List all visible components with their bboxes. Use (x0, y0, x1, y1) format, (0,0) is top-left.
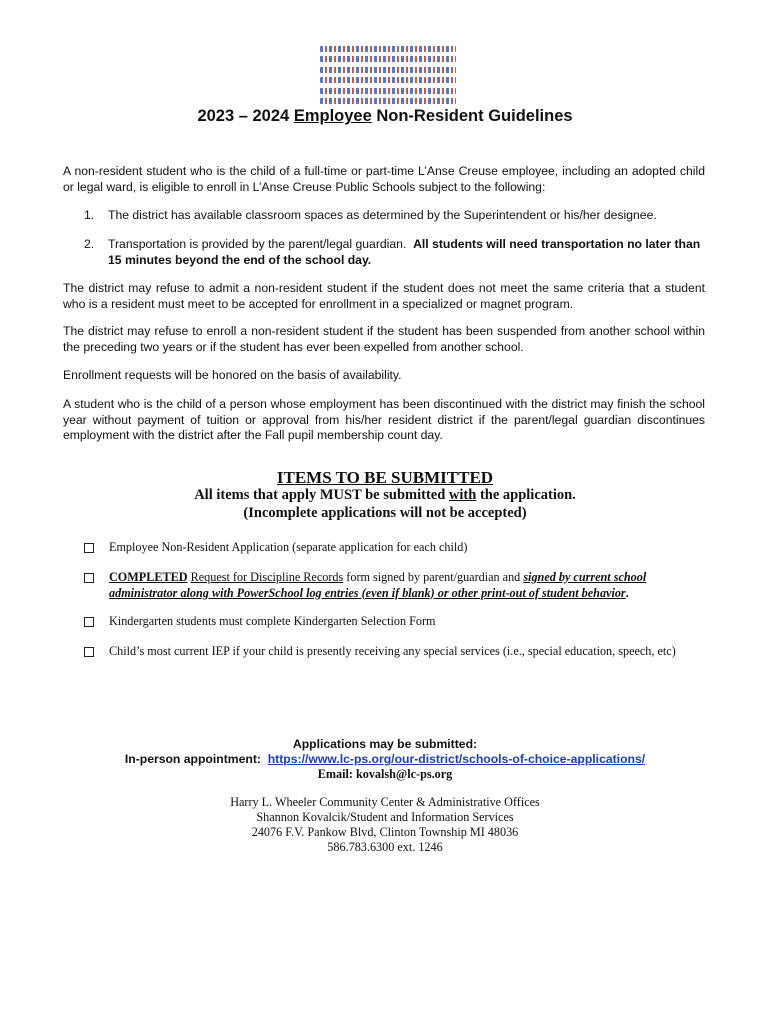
paragraph-magnet: The district may refuse to admit a non-resident student if the student does not meet the same criteria that a student who is a resident must meet to be accepted for enrollment in a specialized or magnet program. (63, 281, 705, 311)
checklist-item (84, 644, 690, 660)
items-subtitle-b: the application. (479, 487, 576, 503)
list-number: 2. (84, 237, 95, 251)
title-year: 2023 – 2024 (197, 107, 290, 125)
paragraph-discontinued: A student who is the child of a person whose employment has been discontinued with the district may finish the school year without payment of tuition or approval from his/her resident district if the parent/legal guardian discontinues employment with the district after the Fall pupil membership count day. (63, 397, 705, 442)
intro-paragraph: A non-resident student who is the child of a full-time or part-time L’Anse Creuse employee, including an adopted child or legal ward, is eligible to enroll in L’Anse Creuse Public Schools subject to the following: (63, 164, 705, 194)
checkbox-icon[interactable] (84, 573, 94, 583)
checklist-item (84, 540, 690, 556)
list-text-container (108, 237, 704, 268)
inperson-line (0, 752, 770, 767)
items-note: (Incomplete applications will not be accepted) (243, 505, 527, 521)
mid-label: form signed by parent/guardian and (346, 570, 521, 584)
address-line: 586.783.6300 ext. 1246 (327, 840, 443, 854)
applications-link[interactable]: https://www.lc-ps.org/our-district/schools-of-choice-applications/ (267, 752, 646, 766)
district-logo (320, 46, 456, 104)
list-number: 1. (84, 208, 95, 222)
inperson-label: In-person appointment: (124, 752, 261, 766)
title-employee: Employee (293, 107, 372, 125)
checkbox-icon[interactable] (84, 647, 94, 657)
checkbox-icon[interactable] (84, 617, 94, 627)
list-text: Transportation is provided by the parent/legal guardian. (108, 237, 407, 251)
signed-label: signed by current school administrator along with PowerSchool log entries (even if blank) or other print-out of student behavior (109, 570, 647, 600)
items-subtitle-with: with (448, 487, 477, 503)
list-item (84, 237, 704, 268)
request-label: Request for Discipline Records (190, 570, 344, 584)
address-line: Shannon Kovalcik/Student and Information Services (256, 810, 514, 824)
address-line: 24076 F.V. Pankow Blvd, Clinton Township MI 48036 (251, 825, 519, 839)
items-subtitle (0, 487, 770, 504)
submission-heading: Applications may be submitted: (292, 737, 478, 751)
paragraph-availability: Enrollment requests will be honored on the basis of availability. (63, 368, 402, 382)
checklist-text (109, 570, 690, 601)
list-item (84, 208, 704, 224)
page-title (0, 107, 770, 126)
checkbox-icon[interactable] (84, 543, 94, 553)
title-rest: Non-Resident Guidelines (376, 107, 573, 125)
list-text: The district has available classroom spaces as determined by the Superintendent or his/her designee. (108, 208, 657, 222)
address-line: Harry L. Wheeler Community Center & Administrative Offices (230, 795, 540, 809)
paragraph-suspended: The district may refuse to enroll a non-resident student if the student has been suspended from another school within the preceding two years or if the student has ever been expelled from another school. (63, 324, 705, 354)
completed-label: COMPLETED (109, 570, 188, 584)
checklist-text: Kindergarten students must complete Kindergarten Selection Form (109, 614, 436, 628)
items-subtitle-a: All items that apply MUST be submitted (194, 487, 446, 503)
checklist-text: Employee Non-Resident Application (separate application for each child) (109, 540, 468, 554)
email-line: Email: kovalsh@lc-ps.org (317, 767, 453, 781)
list-bold-text: All students will need transportation no later than 15 minutes beyond the end of the school day. (108, 237, 701, 267)
items-title: ITEMS TO BE SUBMITTED (276, 468, 494, 487)
checklist-text: Child’s most current IEP if your child is presently receiving any special services (i.e., special education, speech, etc) (109, 644, 676, 658)
checklist-item (84, 614, 690, 630)
checklist-item (84, 570, 690, 601)
end-label: . (625, 585, 629, 600)
address-block (0, 795, 770, 855)
